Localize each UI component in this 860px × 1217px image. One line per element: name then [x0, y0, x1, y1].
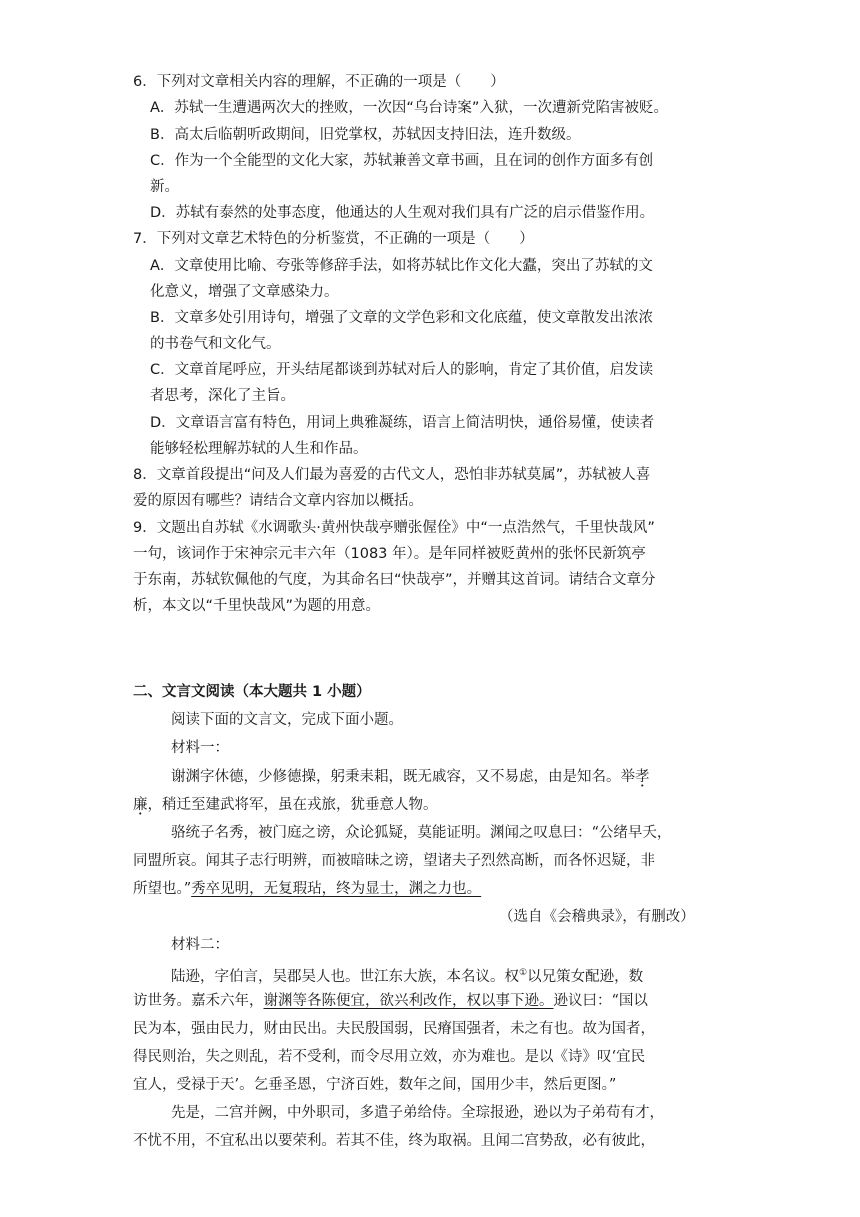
section-intro: 阅读下面的文言文，完成下面小题。	[171, 712, 403, 728]
q7-option-a-line1: A．文章使用比喻、夸张等修辞手法，如将苏轼比作文化大蠹，突出了苏轼的文	[150, 258, 653, 274]
passage-4-line1: 先是，二宫并阙，中外职司，多遣子弟给侍。全琮报逊，逊以为子弟苟有才，	[171, 1105, 664, 1121]
footnote-marker: ①	[519, 968, 528, 978]
q9-line2: 一句，该词作于宋神宗元丰六年（1083 年）。是年同样被贬黄州的张怀民新筑亭	[133, 546, 646, 562]
passage-4-line2: 不忧不用，不宜私出以要荣利。若其不佳，终为取祸。且闻二宫势敌，必有彼此，	[133, 1133, 655, 1149]
q7-option-c-line1: C．文章首尾呼应，开头结尾都谈到苏轼对后人的影响，肯定了其价值，启发读	[150, 362, 654, 378]
q6-option-c-line2: 新。	[150, 179, 179, 195]
q6-option-c-line1: C．作为一个全能型的文化大家，苏轼兼善文章书画，且在词的创作方面多有创	[150, 153, 654, 169]
passage-3-line2: 访世务。嘉禾六年，谢渊等各陈便宜，欲兴利改作，权以事下逊。逊议曰：“国以	[133, 993, 648, 1009]
material-2-label: 材料二：	[171, 937, 229, 953]
q9-line3: 于东南，苏轼钦佩他的气度，为其命名曰“快哉亭”，并赠其这首词。请结合文章分	[133, 572, 656, 588]
q8-line2: 爱的原因有哪些？请结合文章内容加以概括。	[133, 493, 423, 509]
emphasis-dot-xiao: 孝	[635, 769, 650, 785]
passage-3-line3: 民为本，强由民力，财由民出。夫民殷国弱，民瘠国强者，未之有也。故为国者，	[133, 1021, 655, 1037]
q7-option-d-line1: D．文章语言富有特色，用词上典雅凝练，语言上简洁明快，通俗易懂，使读者	[150, 415, 655, 431]
passage-1-line2: 廉，稍迁至建武将军，虽在戎旅，犹垂意人物。	[133, 797, 438, 813]
underlined-sentence-2: 谢渊等各陈便宜，欲兴利改作，权以事下逊。	[263, 993, 554, 1009]
passage-3-line1: 陆逊，字伯言，吴郡吴人也。世江东大族，本名议。权①以兄策女配逊，数	[171, 968, 644, 985]
q6-option-d: D．苏轼有泰然的处事态度，他通达的人生观对我们具有广泛的启示借鉴作用。	[150, 205, 655, 221]
source-citation-1: （选自《会稽典录》，有删改）	[499, 909, 695, 925]
material-1-label: 材料一：	[171, 740, 229, 756]
passage-3-line4: 得民则治，失之则乱，若不受利，而令尽用立效，亦为难也。是以《诗》叹‘宜民	[133, 1049, 646, 1065]
q7-option-b-line1: B．文章多处引用诗句，增强了文章的文学色彩和文化底蕴，使文章散发出浓浓	[150, 310, 653, 326]
q6-option-b: B．高太后临朝听政期间，旧党掌权，苏轼因支持旧法，连升数级。	[150, 127, 581, 143]
emphasis-dot-lian: 廉	[133, 797, 148, 813]
q7-option-a-line2: 化意义，增强了文章感染力。	[150, 284, 339, 300]
section-heading: 二、文言文阅读（本大题共 1 小题）	[133, 684, 371, 700]
passage-3-line5: 宜人，受禄于天’。乞垂圣恩，宁济百姓，数年之间，国用少丰，然后更图。”	[133, 1077, 617, 1093]
passage-2-line2: 同盟所哀。闻其子志行明辨，而被暗昧之谤，望诸夫子烈然高断，而各怀迟疑，非	[133, 853, 655, 869]
passage-2-line3: 所望也。”秀卒见明，无复瑕玷，终为显士，渊之力也。	[133, 881, 482, 897]
q9-line1: 9．文题出自苏轼《水调歌头·黄州快哉亭赠张偓佺》中“一点浩然气，千里快哉风”	[133, 520, 655, 536]
q7-option-b-line2: 的书卷气和文化气。	[150, 336, 281, 352]
passage-2-line1: 骆统子名秀，被门庭之谤，众论狐疑，莫能证明。渊闻之叹息曰：“公绪早夭，	[171, 825, 672, 841]
passage-1-line1: 谢渊字休德，少修德操，躬秉耒耜，既无戚容，又不易虑，由是知名。举孝	[171, 769, 650, 785]
q7-option-d-line2: 能够轻松理解苏轼的人生和作品。	[150, 441, 368, 457]
q7-stem: 7．下列对文章艺术特色的分析鉴赏，不正确的一项是（ ）	[133, 231, 534, 247]
q6-stem: 6．下列对文章相关内容的理解，不正确的一项是（ ）	[133, 74, 505, 90]
q9-line4: 析，本文以“千里快哉风”为题的用意。	[133, 598, 381, 614]
q6-option-a: A．苏轼一生遭遇两次大的挫败，一次因“乌台诗案”入狱，一次遭新党陷害被贬。	[150, 100, 668, 116]
q7-option-c-line2: 者思考，深化了主旨。	[150, 388, 295, 404]
q8-line1: 8．文章首段提出“问及人们最为喜爱的古代文人，恐怕非苏轼莫属”，苏轼被人喜	[133, 467, 651, 483]
underlined-sentence-1: 秀卒见明，无复瑕玷，终为显士，渊之力也。	[191, 881, 482, 897]
